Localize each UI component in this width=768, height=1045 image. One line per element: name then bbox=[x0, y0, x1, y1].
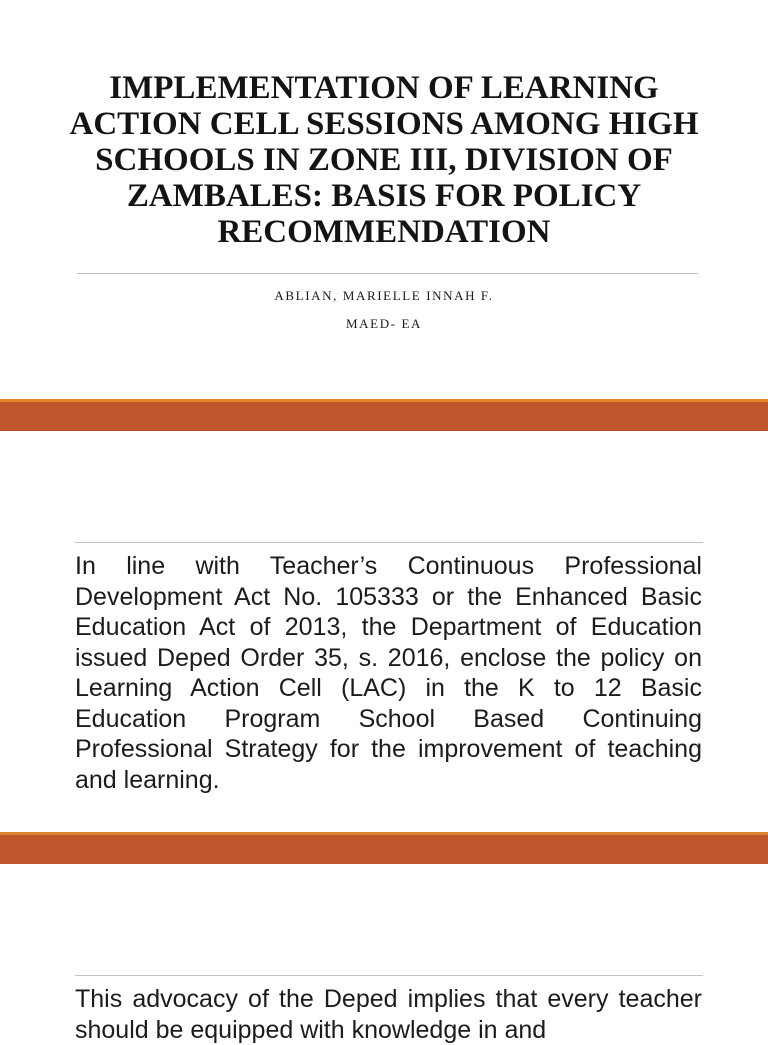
title-slide bbox=[0, 0, 768, 400]
slide-separator-band bbox=[0, 399, 768, 431]
slide-separator-band bbox=[0, 832, 768, 864]
title-divider bbox=[77, 273, 698, 274]
slide-3-paragraph: This advocacy of the Deped implies that every teacher should be equipped with knowledge in and bbox=[75, 985, 702, 1044]
paragraph-divider bbox=[75, 542, 703, 543]
author-name: ABLIAN, MARIELLE INNAH F. bbox=[274, 288, 494, 303]
slide-2-paragraph: In line with Teacher’s Continuous Professional Development Act No. 105333 or the Enhanced Basic Education Act of 2013, the Department of Education issued Deped Order 35, s. 2016, enclose the policy on Learning Action Cell (LAC) in the K to 12 Basic Education Program School Based Continuing Professional Strategy for the improvement of teaching and learning. bbox=[75, 552, 702, 794]
degree-program: MAED- EA bbox=[346, 316, 422, 331]
presentation-title: IMPLEMENTATION OF LEARNING ACTION CELL SESSIONS AMONG HIGH SCHOOLS IN ZONE III, DIVISION OF ZAMBALES: BASIS FOR POLICY RECOMMENDATION bbox=[69, 70, 699, 250]
paragraph-divider bbox=[75, 975, 703, 976]
